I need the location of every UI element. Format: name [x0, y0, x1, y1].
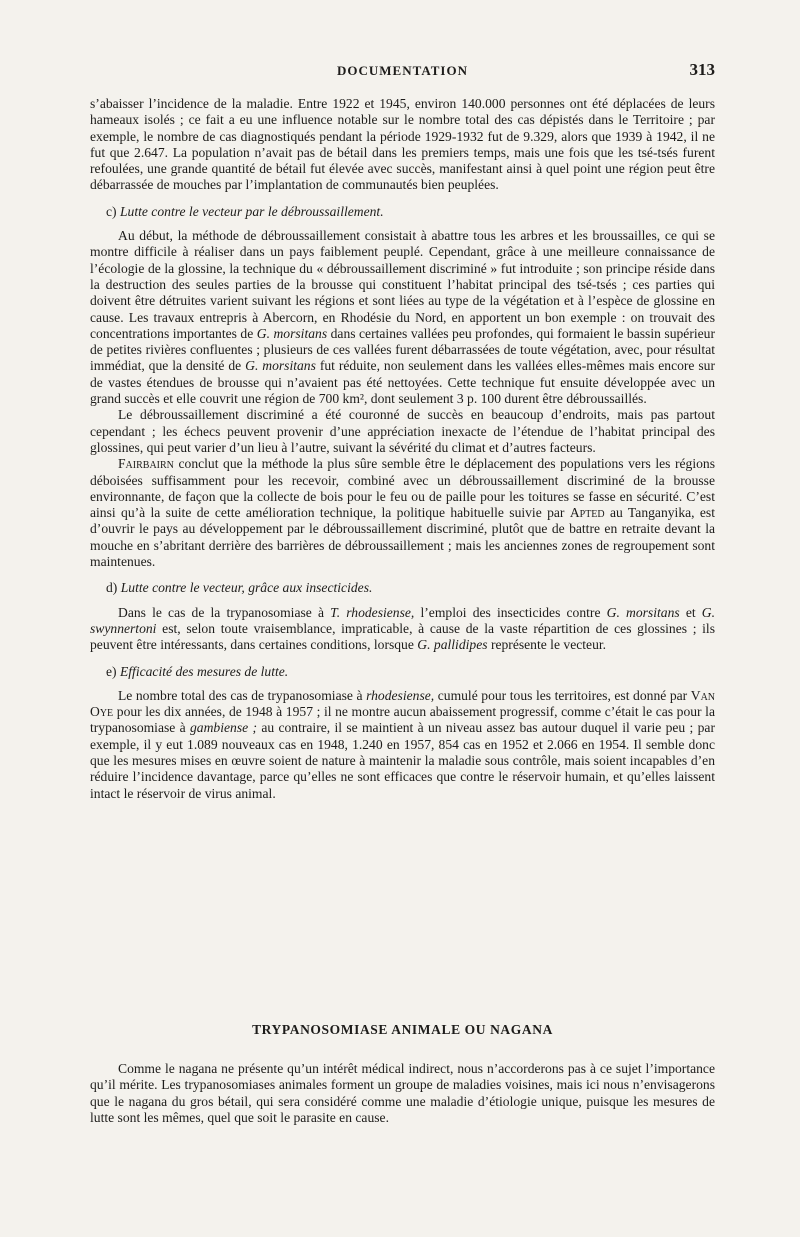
body-text: [90, 96, 715, 802]
text-run: s’abaisser l’incidence de la maladie. Entre 1922 et 1945, environ 140.000 personnes ont été déplacées de leurs hameaux isolés ; ce fait a eu une influence notable sur le nombre total des cas dépistés dans le Territoire ; par exemple, le nombre de cas diagnostiqués pendant la période 1929-1932 fut de 9.329, alors que 1939 à 1942, il ne fut que 2.647. La population n’avait pas de bétail dans les premiers temps, mais une fois que les tsé-tsés furent refoulées, une grande quantité de bétail fut élevée avec succès, manifestant ainsi à quel point une région peut être débarrassée de mouches par l’implantation de communautés bien peuplées.: [90, 96, 715, 193]
subheading-text: Lutte contre le vecteur, grâce aux insecticides.: [120, 580, 373, 596]
paragraph-debroussaillement: [90, 228, 715, 407]
text-run: fut réduite, non seulement dans les vallées elles-mêmes mais encore sur de vastes étendues de brousse qui n’avaient pas été nettoyées. Cette technique fut ensuite développée avec un grand succès et elle couvrit une région de 700 km², dont seulement 3 p. 100 durent être débroussaillés.: [90, 358, 715, 407]
subheading-text: Lutte contre le vecteur par le débroussaillement.: [119, 203, 384, 219]
text-run: Comme le nagana ne présente qu’un intérêt médical indirect, nous n’accorderons pas à ce sujet l’importance qu’il mérite. Les trypanosomiases animales forment un groupe de maladies voisines, mais ici nous n’envisagerons que le nagana du gros bétail, qui sera considéré comme une maladie d’étiologie unique, puisque les mesures de lutte sont les mêmes, quel que soit le parasite en cause.: [90, 1061, 715, 1125]
species-name: gambiense ;: [190, 720, 257, 736]
text-run: dans certaines vallées peu profondes, qui formaient le bassin supérieur de petites rivières confluentes ; plusieurs de ces vallées furent débarrassées de toute végétation, avec, pour résultat immédiat, que la densité de: [90, 325, 715, 374]
subheading-letter: d): [106, 580, 118, 596]
author-name: Apted: [569, 505, 605, 521]
paragraph-succes: [90, 407, 715, 456]
text-run: conclut que la méthode la plus sûre semble être le déplacement des populations vers les régions déboisées suffisamment pour les recevoir, combiné avec un débroussaillement discriminé de la brousse environnante, de façon que la collecte de bois pour le feu ou de paille pour les toitures se fasse en sécurité. C’est ainsi qu’à la suite de cette amélioration technique, la politique habituelle suivie par: [90, 456, 716, 521]
paragraph-fairbairn: [90, 456, 715, 570]
paragraph-insecticides: [90, 605, 715, 654]
running-header: [90, 60, 715, 82]
species-name: G. morsitans: [256, 325, 328, 341]
species-name: G. swynnertoni: [90, 604, 715, 636]
section-text: [90, 1061, 715, 1126]
subheading-c: [106, 204, 715, 220]
text-run: au Tanganyika, est d’ouvrir le pays au développement par le débroussaillement discriminé, plutôt que de battre en retraite devant la mouche en s’abritant derrière des barrières de débroussaillement ; mais les anciennes zones de regroupement sont maintenues.: [90, 505, 715, 570]
author-name: Van Oye: [90, 687, 716, 720]
species-name: T. rhodesiense,: [330, 604, 415, 620]
text-run: cumulé pour tous les territoires, est donné par: [437, 687, 688, 703]
text-run: et: [685, 604, 696, 620]
text-run: Le débroussaillement discriminé a été couronné de succès en beaucoup d’endroits, mais pas partout cependant ; les échecs peuvent provenir d’une appréciation inexacte de l’étendue de l’habitat principal des glossines, qui peut varier d’un lieu à l’autre, suivant la sévérité du climat et d’autres facteurs.: [90, 407, 715, 455]
subheading-letter: c): [106, 203, 117, 219]
text-run: est, selon toute vraisemblance, impraticable, à cause de la vaste répartition de ces glossines ; ils peuvent être intéressants, dans certaines conditions, lorsque: [90, 620, 715, 653]
author-name: Fairbairn: [118, 456, 174, 472]
paragraph-nagana: [90, 1061, 715, 1126]
subheading-e: [106, 664, 715, 680]
species-name: rhodesiense,: [366, 687, 435, 703]
species-name: G. morsitans: [245, 358, 316, 374]
text-run: Le nombre total des cas de trypanosomiase à: [118, 687, 363, 703]
subheading-letter: e): [106, 663, 117, 679]
text-run: Au début, la méthode de débroussaillement consistait à abattre tous les arbres et les broussailles, ce qui se montre difficile à réaliser dans un pays faiblement peuplé. Cependant, grâce à une meilleure connaissance de l’écologie de la glossine, la technique du « débroussaillement discriminé » fut introduite ; son principe réside dans la destruction des seules parties de la brousse qui constituent l’habitat principal des tsé-tsés ; ces parties qui doivent être détruites varient suivant les régions et sont liées au type de la végétation et à l’espèce de glossine en cause. Les travaux entrepris à Abercorn, en Rhodésie du Nord, en apportent un bon exemple : on trouvait des concentrations importantes de: [90, 228, 715, 341]
running-title: DOCUMENTATION: [337, 63, 468, 78]
subheading-d: [106, 580, 715, 596]
section-title: TRYPANOSOMIASE ANIMALE OU NAGANA: [252, 1022, 553, 1037]
paragraph-continuation: [90, 96, 715, 194]
paragraph-efficacite: [90, 688, 715, 802]
text-run: pour les dix années, de 1948 à 1957 ; il ne montre aucun abaissement progressif, comme c’était le cas pour la trypanosomiase à: [90, 704, 715, 736]
text-run: au contraire, il se maintient à un niveau assez bas autour duquel il varie peu ; par exemple, il y eut 1.089 nouveaux cas en 1948, 1.240 en 1957, 854 cas en 1952 et 2.066 en 1954. Il semble donc que les mesures mises en œuvre soient de nature à maintenir la maladie sous contrôle, mais soient incapables d’en réduire l’incidence davantage, parce qu’elles ne sont efficaces que contre le réservoir humain, et qu’elles laissent intact le réservoir de virus animal.: [90, 720, 715, 801]
text-run: Dans le cas de la trypanosomiase à: [118, 604, 324, 620]
species-name: G. pallidipes: [417, 637, 488, 653]
page-number: 313: [689, 60, 715, 79]
text-run: représente le vecteur.: [490, 637, 607, 653]
text-run: l’emploi des insecticides contre: [420, 604, 601, 620]
subheading-text: Efficacité des mesures de lutte.: [119, 663, 289, 679]
species-name: G. morsitans: [606, 604, 680, 620]
